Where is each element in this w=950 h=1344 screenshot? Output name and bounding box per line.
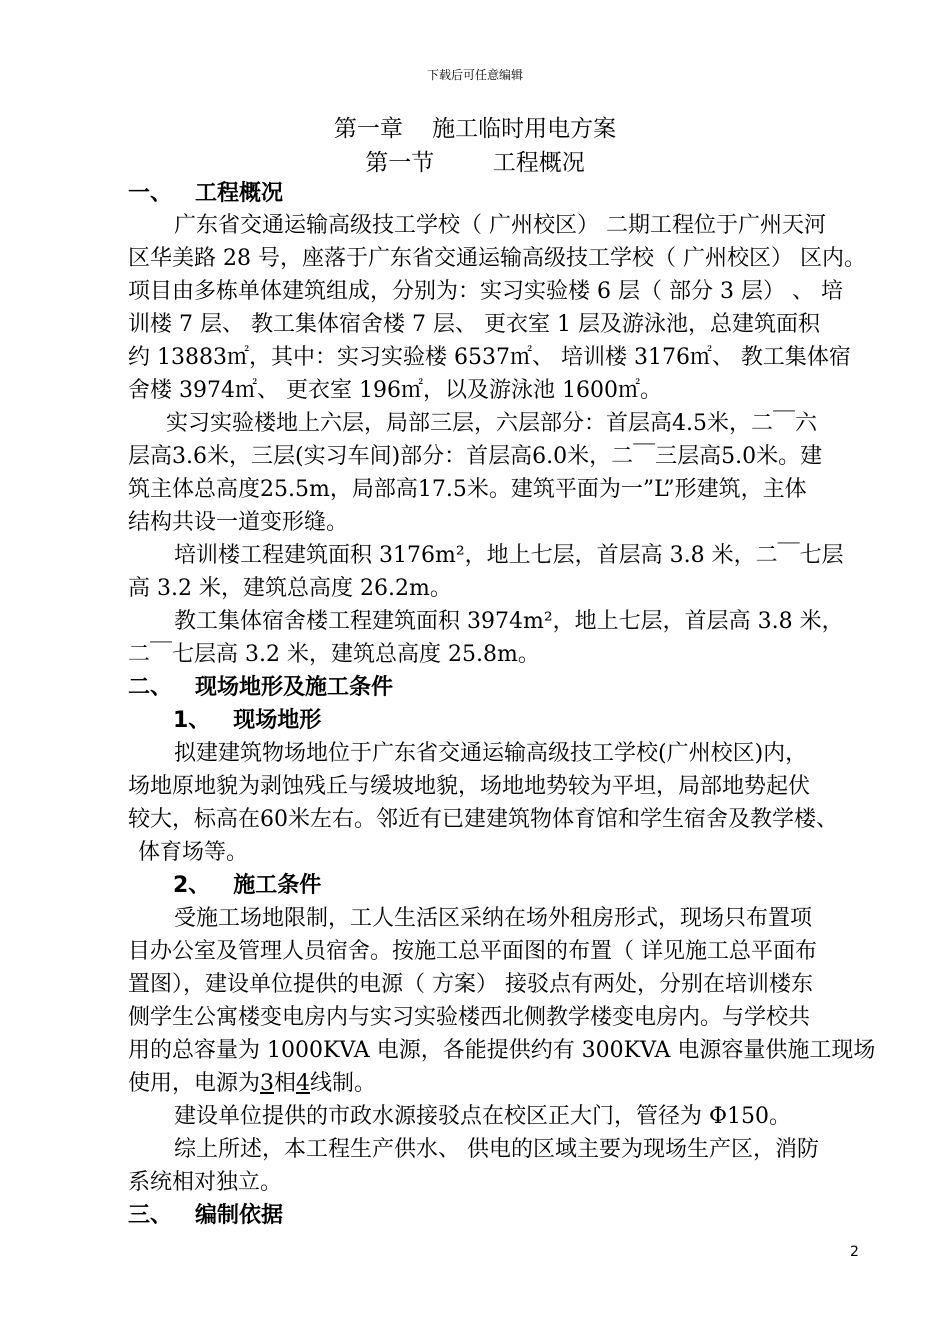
section-title: 第一节 工程概况 — [365, 150, 585, 176]
body-line: 受施工场地限制，工人生活区采纳在场外租房形式，现场只布置项 — [174, 906, 813, 931]
heading-overview: 一、 工程概况 — [128, 181, 283, 206]
text-run: 相 — [274, 1071, 297, 1096]
body-line: 广东省交通运输高级技工学校（ 广州校区） 二期工程位于广州天河 — [174, 213, 826, 238]
text-run: 3 — [260, 1071, 275, 1096]
body-line: 建设单位提供的市政水源接驳点在校区正大门，管径为 Φ150。 — [174, 1104, 792, 1129]
body-line: 约 13883㎡，其中：实习实验楼 6537㎡、 培训楼 3176㎡、 教工集体宿 — [128, 345, 851, 370]
body-line: 筑主体总高度25.5m，局部高17.5米。建筑平面为一”L”形建筑，主体 — [128, 477, 807, 502]
body-line: 置图），建设单位提供的电源（ 方案） 接驳点有两处，分别在培训楼东 — [128, 972, 813, 997]
heading-basis: 三、 编制依据 — [128, 1203, 283, 1228]
body-line: 系统相对独立。 — [128, 1170, 283, 1195]
body-line: 综上所述，本工程生产供水、 供电的区域主要为现场生产区，消防 — [174, 1137, 819, 1162]
body-line: 结构共设一道变形缝。 — [128, 510, 349, 535]
body-line: 拟建建筑物场地位于广东省交通运输高级技工学校(广州校区)内， — [174, 741, 808, 766]
body-line: 项目由多栋单体建筑组成，分别为：实习实验楼 6 层（ 部分 3 层） 、 培 — [128, 279, 843, 304]
heading-construction-conditions: 2、 施工条件 — [173, 873, 322, 898]
body-line: 训楼 7 层、 教工集体宿舍楼 7 层、 更衣室 1 层及游泳池，总建筑面积 — [128, 312, 820, 337]
body-line: 实习实验楼地上六层，局部三层，六层部分：首层高4.5米，二￣六 — [166, 411, 817, 436]
body-line: 舍楼 3974㎡、 更衣室 196㎡，以及游泳池 1600㎡。 — [128, 378, 662, 403]
text-run: 使用，电源为 — [128, 1071, 261, 1096]
body-line: 培训楼工程建筑面积 3176m²，地上七层，首层高 3.8 米，二￣七层 — [174, 543, 844, 568]
chapter-title: 第一章 施工临时用电方案 — [333, 116, 617, 142]
heading-terrain-conditions: 二、 现场地形及施工条件 — [128, 675, 393, 700]
body-line: 二￣七层高 3.2 米，建筑总高度 25.8m。 — [128, 642, 540, 667]
body-line: 侧学生公寓楼变电房内与实习实验楼西北侧教学楼变电房内。与学校共 — [128, 1005, 811, 1030]
body-line: 区华美路 28 号，座落于广东省交通运输高级技工学校（ 广州校区） 区内。 — [128, 246, 866, 271]
body-line: 层高3.6米，三层(实习车间)部分：首层高6.0米，二￣三层高5.0米。建 — [128, 444, 823, 469]
body-line: 目办公室及管理人员宿舍。按施工总平面图的布置（ 详见施工总平面布 — [128, 939, 817, 964]
text-run: 线制。 — [310, 1071, 377, 1096]
heading-terrain: 1、 现场地形 — [173, 708, 322, 733]
page-number: 2 — [850, 1244, 859, 1260]
body-line: 场地原地貌为剥蚀残丘与缓坡地貌，场地地势较为平坦，局部地势起伏 — [128, 774, 811, 799]
body-line: 用的总容量为 1000KVA 电源，各能提供约有 300KVA 电源容量供施工现场 — [128, 1038, 876, 1063]
header-note: 下载后可任意编辑 — [426, 68, 523, 82]
body-line: 较大，标高在60米左右。邻近有已建建筑物体育馆和学生宿舍及教学楼、 — [128, 807, 838, 832]
text-run: 4 — [296, 1071, 311, 1096]
body-line: 体育场等。 — [138, 840, 249, 865]
body-line: 教工集体宿舍楼工程建筑面积 3974m²，地上七层，首层高 3.8 米， — [174, 609, 844, 634]
body-line: 高 3.2 米，建筑总高度 26.2m。 — [128, 576, 452, 601]
body-line — [128, 1066, 376, 1097]
